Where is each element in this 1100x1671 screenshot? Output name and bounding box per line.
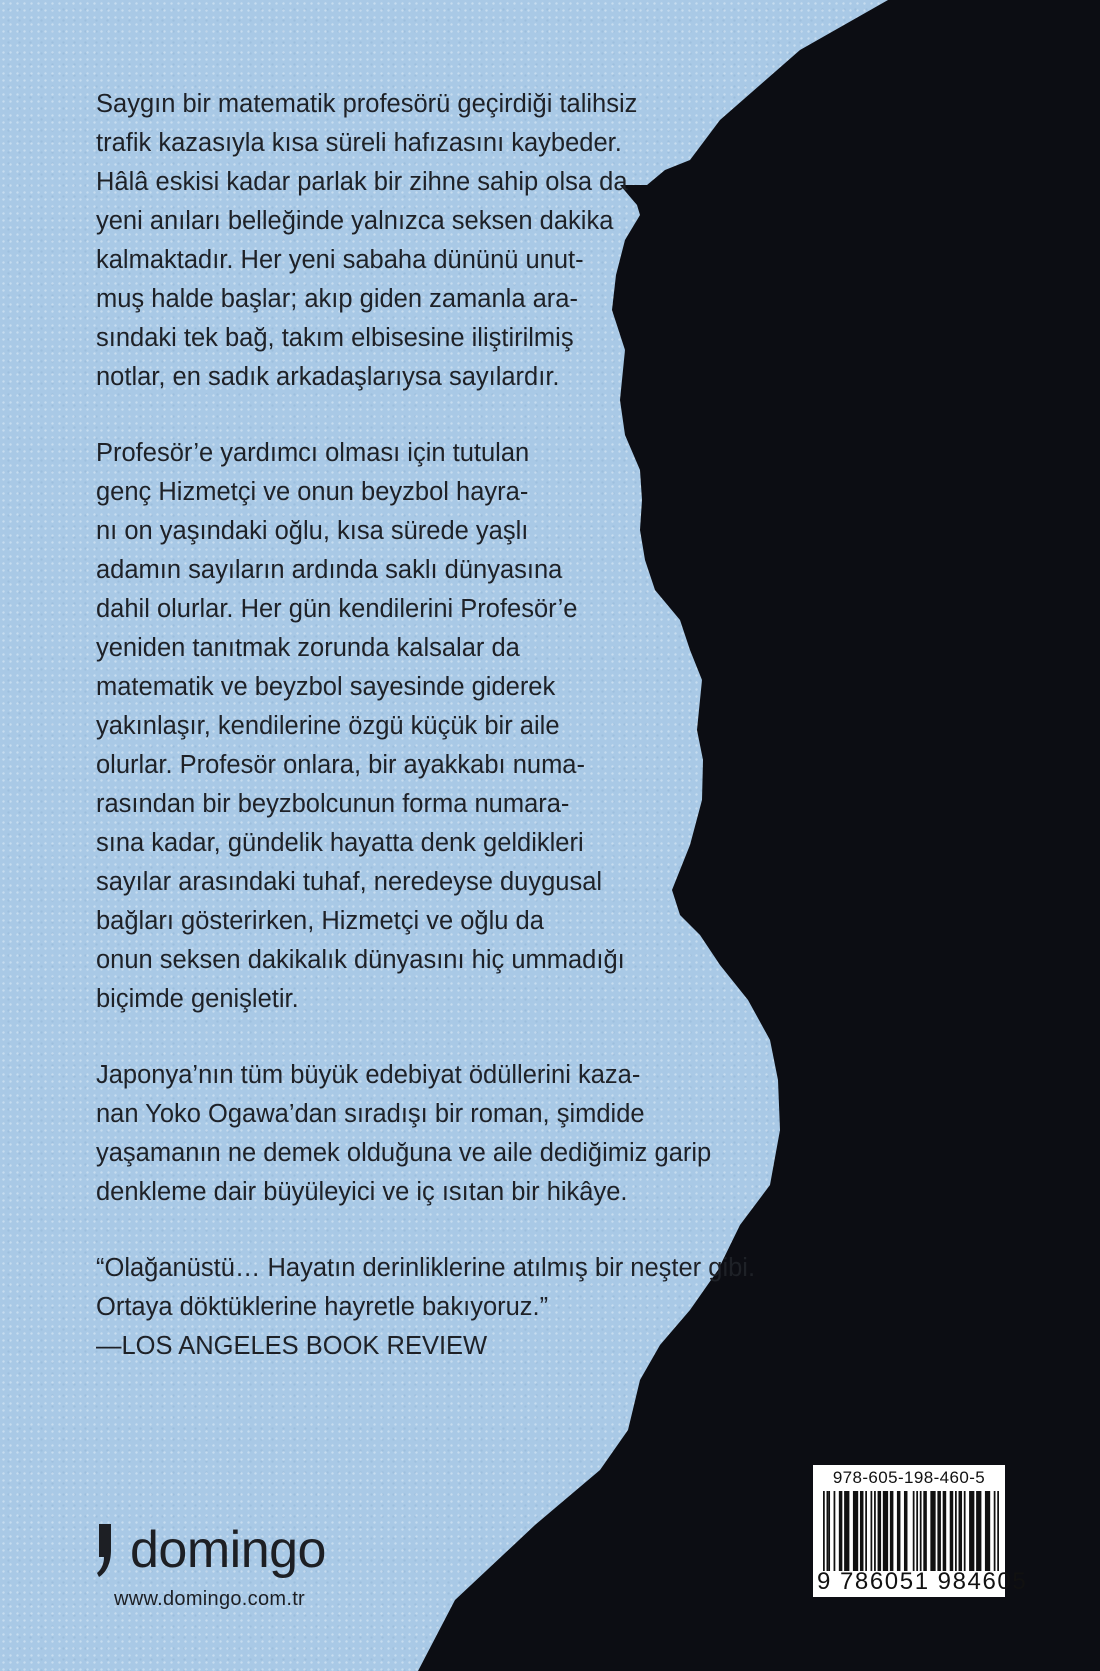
text-line: nı on yaşındaki oğlu, kısa sürede yaşlı: [96, 517, 529, 545]
text-line: biçimde genişletir.: [96, 985, 299, 1013]
barcode-bar: [844, 1491, 849, 1571]
barcode-bar: [950, 1491, 954, 1571]
barcode-bar: [959, 1491, 963, 1571]
barcode-bar: [897, 1491, 901, 1571]
barcode-bar: [913, 1491, 915, 1571]
barcode-bar: [865, 1491, 867, 1571]
barcode-bar: [943, 1491, 947, 1571]
isbn-barcode: [813, 1465, 1028, 1597]
publisher-website[interactable]: www.domingo.com.tr: [114, 1588, 306, 1610]
barcode-bar: [930, 1491, 935, 1571]
text-line: Profesör’e yardımcı olması için tutulan: [96, 439, 530, 467]
barcode-bar: [994, 1491, 996, 1571]
ean-right-group: 984605: [937, 1568, 1028, 1595]
text-line: notlar, en sadık arkadaşlarıysa sayılardır.: [96, 363, 560, 391]
text-line: muş halde başlar; akıp giden zamanla ara-: [96, 285, 578, 313]
barcode-bar: [969, 1491, 974, 1571]
barcode-bar: [823, 1491, 825, 1571]
quote-line: “Olağanüstü… Hayatın derinliklerine atılmış bir neşter gibi.: [96, 1254, 756, 1282]
barcode-bar: [997, 1491, 999, 1571]
text-line: sındaki tek bağ, takım elbisesine iliştirilmiş: [96, 324, 574, 352]
barcode-bar: [860, 1491, 864, 1571]
text-line: sayılar arasındaki tuhaf, neredeyse duygusal: [96, 868, 603, 896]
ean-left-group: 786051: [839, 1568, 930, 1595]
text-line: Hâlâ eskisi kadar parlak bir zihne sahip olsa da: [96, 168, 628, 196]
barcode-bar: [964, 1491, 966, 1571]
text-line: onun seksen dakikalık dünyasını hiç ummadığı: [96, 946, 625, 974]
blurb-paragraph-2: [96, 434, 816, 1019]
text-line: genç Hizmetçi ve onun beyzbol hayra-: [96, 478, 529, 506]
barcode-bar: [871, 1491, 873, 1571]
publisher-block: [96, 1508, 396, 1611]
text-line: yaşamanın ne demek olduğuna ve aile dediğimiz garip: [96, 1139, 712, 1167]
text-line: kalmaktadır. Her yeni sabaha dününü unut-: [96, 246, 584, 274]
barcode-bar: [827, 1491, 829, 1571]
isbn-number: 978-605-198-460-5: [832, 1468, 986, 1487]
review-quote: [96, 1249, 816, 1366]
ean-first-digit: 9: [817, 1568, 832, 1595]
text-line: Saygın bir matematik profesörü geçirdiği talihsiz: [96, 90, 638, 118]
barcode-bar: [890, 1491, 894, 1571]
text-line: trafik kazasıyla kısa süreli hafızasını kaybeder.: [96, 129, 622, 157]
barcode-bar: [985, 1491, 990, 1571]
barcode-bar: [828, 1491, 830, 1571]
text-line: bağları gösterirken, Hizmetçi ve oğlu da: [96, 907, 544, 935]
text-line: rasından bir beyzbolcunun forma numara-: [96, 790, 570, 818]
barcode-bar: [839, 1491, 843, 1571]
text-line: dahil olurlar. Her gün kendilerini Profesör’e: [96, 595, 578, 623]
barcode-bar: [853, 1491, 858, 1571]
quote-line: Ortaya döktüklerine hayretle bakıyoruz.”: [96, 1293, 549, 1321]
barcode-bar: [976, 1491, 981, 1571]
text-line: yeni anıları belleğinde yalnızca seksen dakika: [96, 207, 614, 235]
barcode-bar: [878, 1491, 882, 1571]
barcode-bar: [920, 1491, 922, 1571]
blurb-paragraph-3: [96, 1056, 816, 1212]
barcode-bar: [923, 1491, 927, 1571]
text-line: olurlar. Profesör onlara, bir ayakkabı numa-: [96, 751, 585, 779]
domingo-quote-mark-icon: [96, 1520, 126, 1580]
barcode-bar: [955, 1491, 957, 1571]
ean-digits: [817, 1568, 1028, 1596]
text-line: matematik ve beyzbol sayesinde giderek: [96, 673, 556, 701]
barcode-bar: [883, 1491, 888, 1571]
publisher-logo: [96, 1508, 396, 1580]
text-line: adamın sayıların ardında saklı dünyasına: [96, 556, 563, 584]
publisher-logo-text: domingo: [130, 1521, 326, 1579]
barcode-bars: [823, 1491, 999, 1571]
quote-attribution: —LOS ANGELES BOOK REVIEW: [96, 1332, 488, 1360]
text-line: nan Yoko Ogawa’dan sıradışı bir roman, şimdide: [96, 1100, 645, 1128]
barcode-bar: [874, 1491, 876, 1571]
barcode-bar: [834, 1491, 836, 1571]
text-line: denkleme dair büyüleyici ve iç ısıtan bir hikâye.: [96, 1178, 628, 1206]
barcode-bar: [937, 1491, 941, 1571]
text-line: yakınlaşır, kendilerine özgü küçük bir aile: [96, 712, 560, 740]
blurb-text: [96, 85, 816, 1366]
text-line: Japonya’nın tüm büyük edebiyat ödüllerini kaza-: [96, 1061, 641, 1089]
barcode-bar: [916, 1491, 918, 1571]
blurb-paragraph-1: [96, 85, 816, 397]
text-line: yeniden tanıtmak zorunda kalsalar da: [96, 634, 520, 662]
text-line: sına kadar, gündelik hayatta denk geldikleri: [96, 829, 584, 857]
barcode-bar: [904, 1491, 908, 1571]
